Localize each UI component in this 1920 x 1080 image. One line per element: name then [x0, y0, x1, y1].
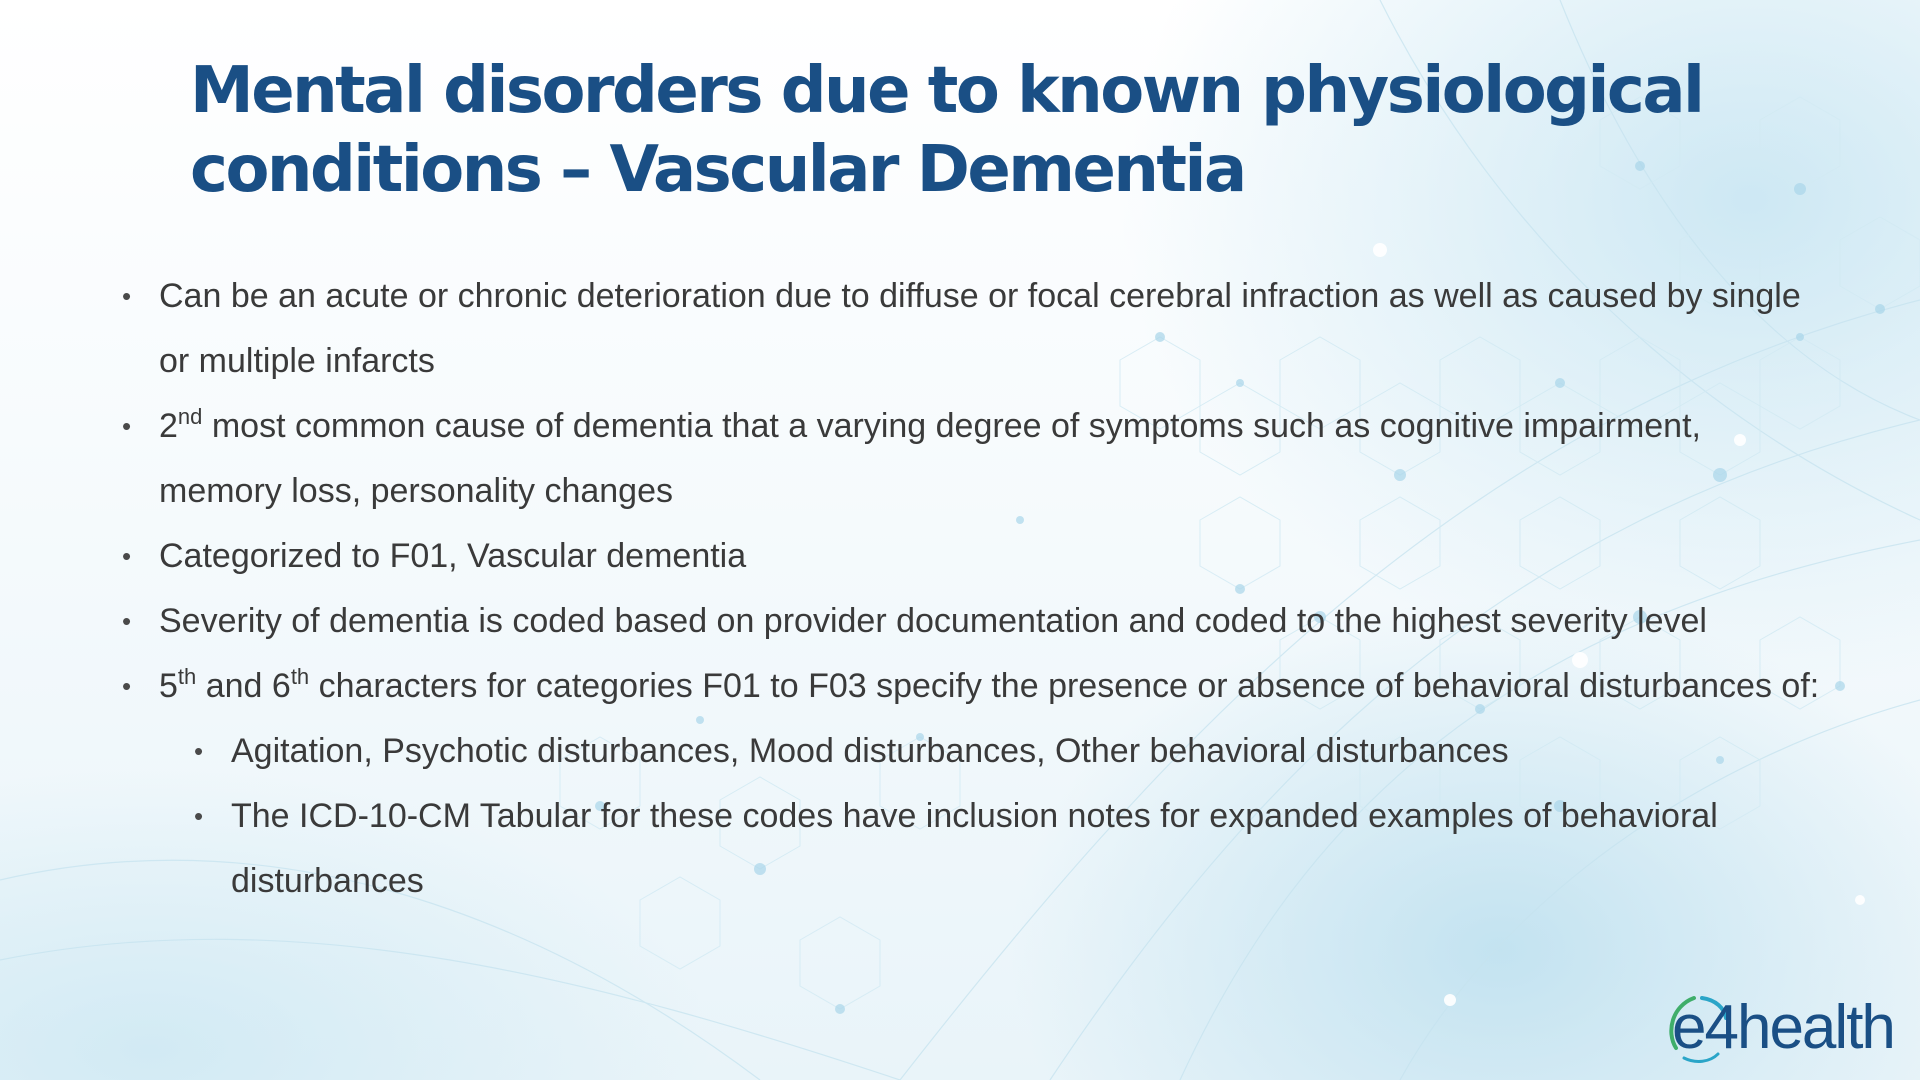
slide-title-line-2: conditions – Vascular Dementia	[190, 133, 1245, 207]
bullet-ordinal-suffix: nd	[177, 404, 203, 429]
bullet-ordinal: 5	[159, 667, 178, 705]
logo-letter-e: e	[1672, 993, 1705, 1062]
bullet-text: The ICD-10-CM Tabular for these codes have inclusion notes for expanded examples of behavioral disturbances	[231, 797, 1718, 900]
bullet-item	[120, 589, 1820, 654]
bullet-item	[120, 654, 1820, 719]
bullet-text: Can be an acute or chronic deterioration due to diffuse or focal cerebral infraction as well as caused by single or multiple infarcts	[159, 277, 1801, 380]
slide-title	[190, 52, 1790, 210]
bullet-item	[120, 264, 1820, 394]
bullet-ordinal-suffix: th	[290, 664, 310, 689]
bullet-text: characters for categories F01 to F03 specify the presence or absence of behavioral disturbances of:	[309, 667, 1820, 705]
logo-word-health: health	[1736, 993, 1894, 1062]
bullet-text: and 6	[196, 667, 291, 705]
bullet-item	[120, 524, 1820, 589]
e4health-logo	[1662, 988, 1902, 1068]
logo-digit-4: 4	[1704, 993, 1737, 1062]
bullet-text: Categorized to F01, Vascular dementia	[159, 537, 747, 575]
sub-bullet-item	[120, 719, 1820, 784]
logo-wordmark	[1672, 988, 1894, 1068]
bullet-text: most common cause of dementia that a varying degree of symptoms such as cognitive impairment, memory loss, personality changes	[159, 407, 1701, 510]
bullet-item	[120, 394, 1820, 524]
sub-bullet-item	[120, 784, 1820, 914]
bullet-list	[120, 264, 1820, 914]
bullet-text: Severity of dementia is coded based on provider documentation and coded to the highest severity level	[159, 602, 1707, 640]
slide-title-line-1: Mental disorders due to known physiological	[190, 54, 1703, 128]
bullet-ordinal: 2	[159, 407, 178, 445]
bullet-ordinal-suffix: th	[177, 664, 197, 689]
bullet-text: Agitation, Psychotic disturbances, Mood disturbances, Other behavioral disturbances	[231, 732, 1509, 770]
